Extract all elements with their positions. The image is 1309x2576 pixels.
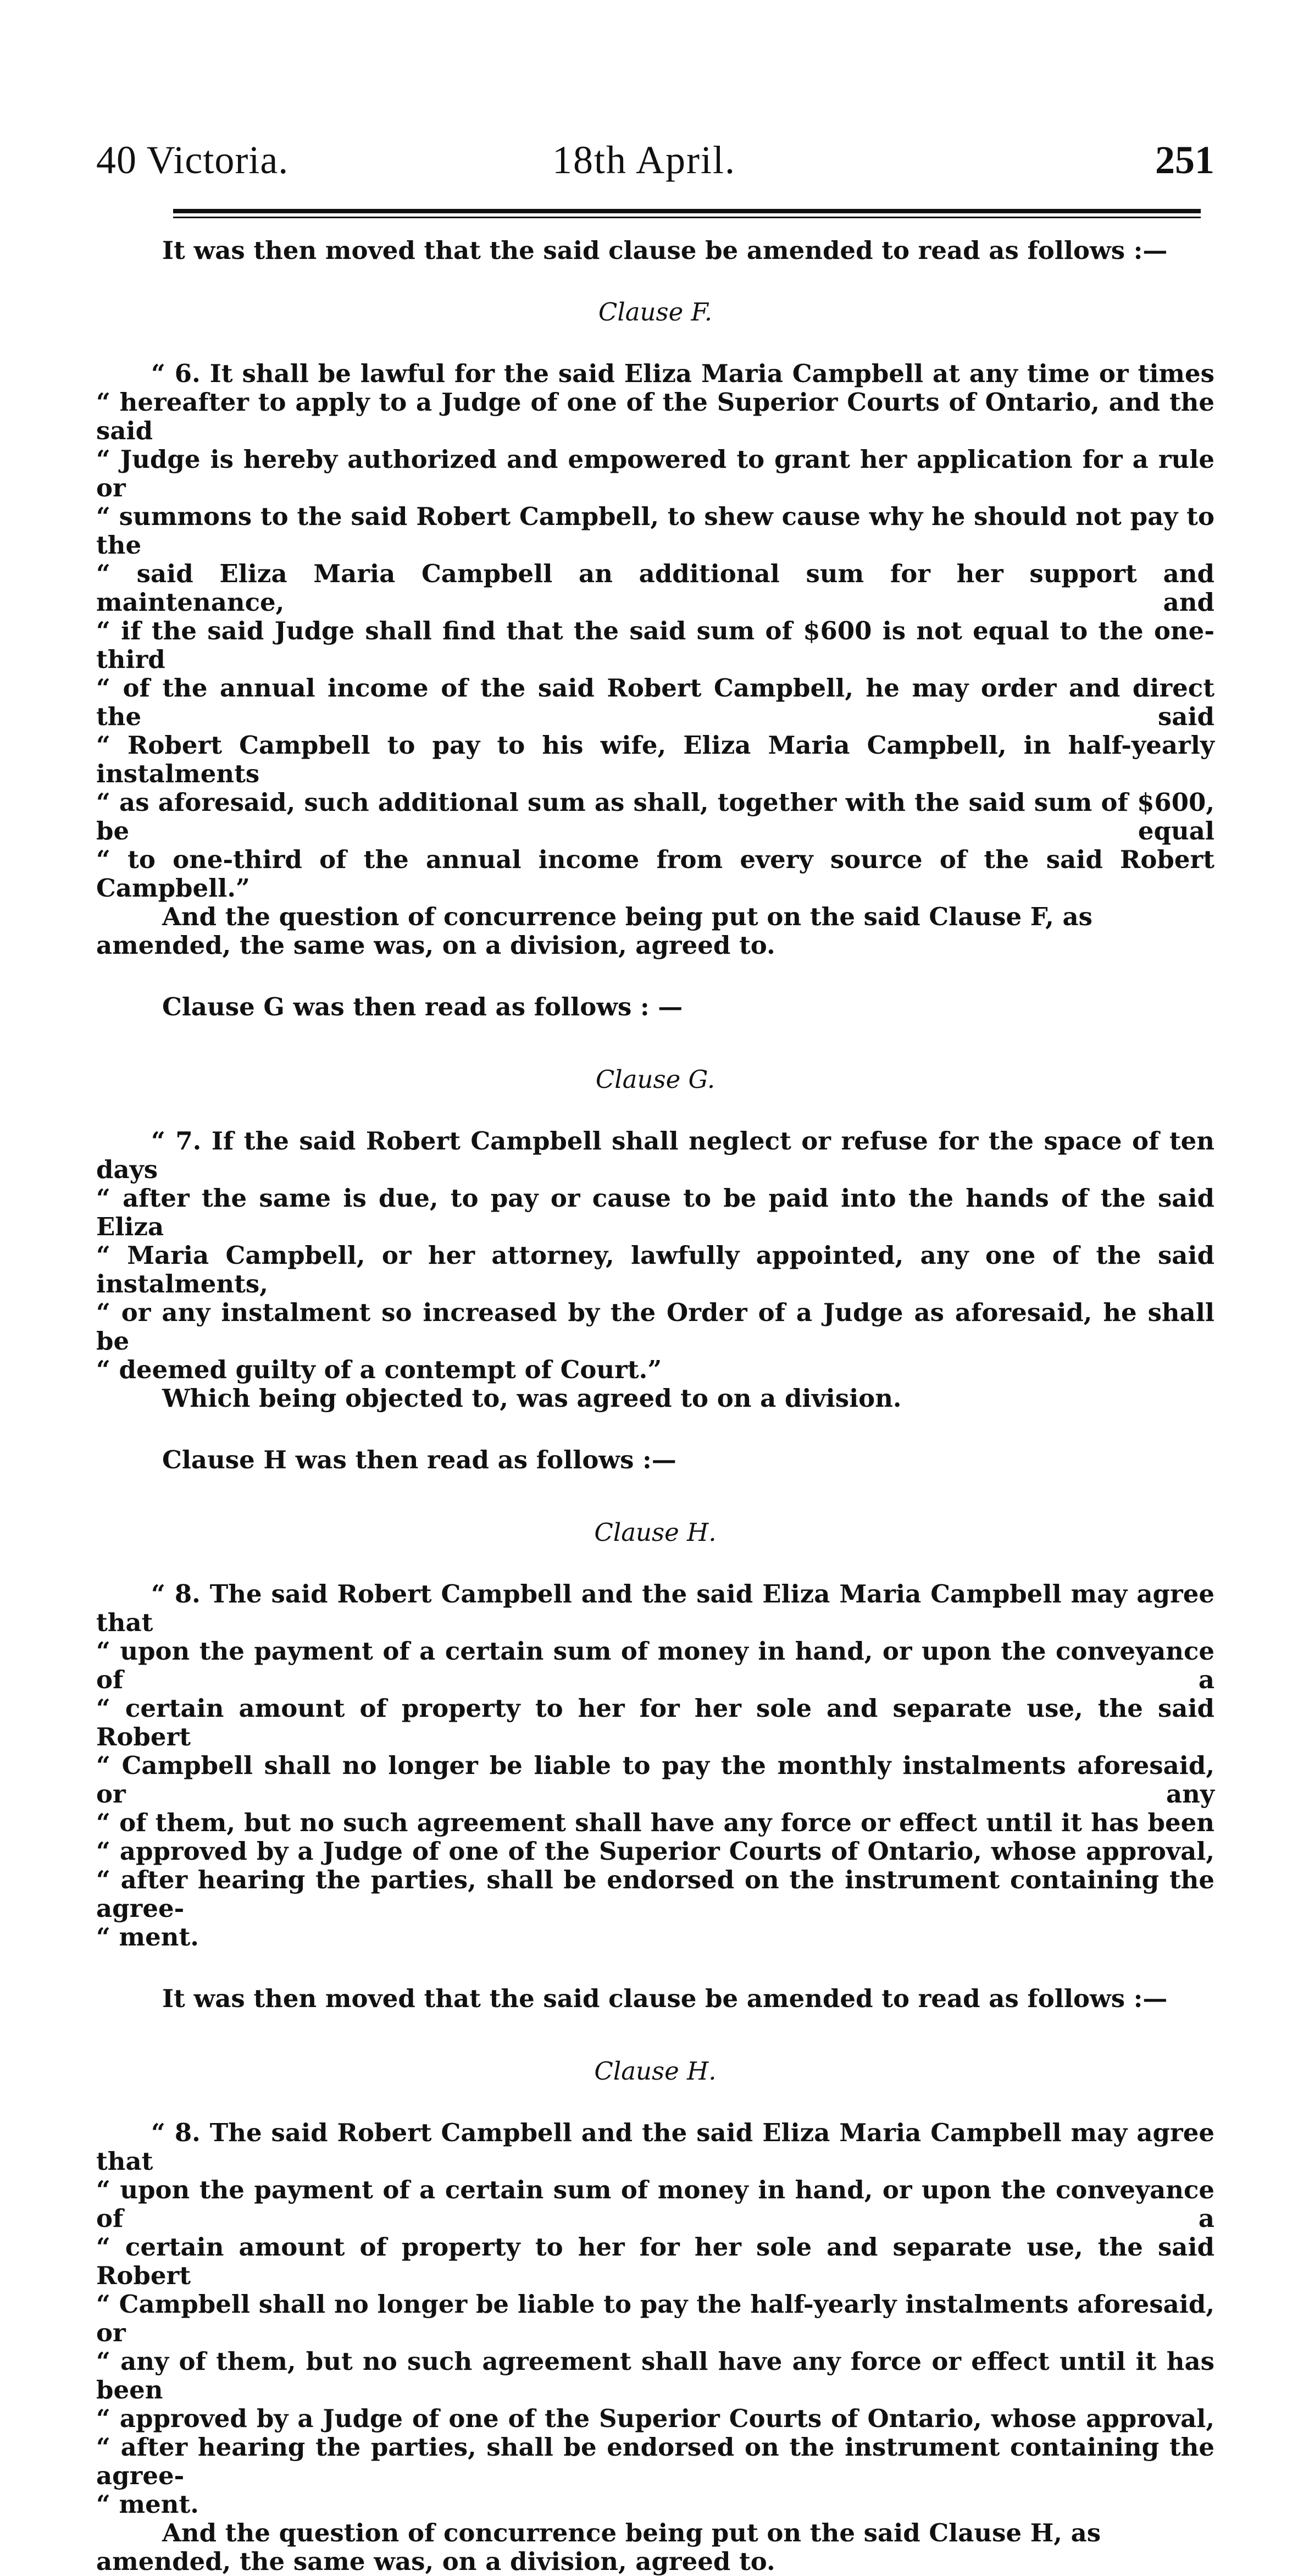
- clause-f-text: [96, 360, 1214, 903]
- clause-h-line: “ certain amount of property to her for her sole and separate use, the said Robert: [96, 1694, 1214, 1751]
- concurrence-clause-h: And the question of concurrence being put on the said Clause H, as amended, the same was, on a division, agreed to.: [96, 2518, 1101, 2576]
- intro-clause-f: It was then moved that the said clause be amended to read as follows :—: [162, 236, 1168, 265]
- clause-h-line: “ ment.: [96, 1922, 199, 1952]
- objection-clause-g: Which being objected to, was agreed to on a division.: [162, 1384, 902, 1413]
- intro-clause-h-amended: It was then moved that the said clause be amended to read as follows :—: [162, 1984, 1168, 2013]
- clause-h-amended-line: “ Campbell shall no longer be liable to pay the half-yearly instalments aforesaid, or: [96, 2290, 1214, 2347]
- header-rule-thin: [173, 217, 1201, 218]
- page-header: [96, 137, 1214, 198]
- clause-h-text: [96, 1580, 1214, 1952]
- clause-f-line: “ as aforesaid, such additional sum as shall, together with the said sum of $600, be equal: [96, 788, 1214, 845]
- clause-f-line: “ hereafter to apply to a Judge of one of the Superior Courts of Ontario, and the said: [96, 388, 1214, 445]
- concurrence-clause-f: And the question of concurrence being put on the said Clause F, as amended, the same was, on a division, agreed to.: [96, 902, 1092, 960]
- clause-h-amended-line: “ upon the payment of a certain sum of money in hand, or upon the conveyance of a: [96, 2175, 1214, 2233]
- intro-clause-g: Clause G was then read as follows : —: [162, 992, 683, 1021]
- clause-h-line: “ of them, but no such agreement shall have any force or effect until it has been: [96, 1808, 1214, 1837]
- clause-f-line: “ Judge is hereby authorized and empowered to grant her application for a rule or: [96, 445, 1214, 502]
- clause-h-amended-line: “ 8. The said Robert Campbell and the said Eliza Maria Campbell may agree that: [96, 2118, 1214, 2176]
- clause-f-line: “ to one-third of the annual income from every source of the said Robert Campbell.”: [96, 845, 1214, 903]
- clause-g-line: “ after the same is due, to pay or cause to be paid into the hands of the said Eliza: [96, 1184, 1214, 1241]
- clause-g-line: “ 7. If the said Robert Campbell shall neglect or refuse for the space of ten days: [96, 1126, 1214, 1184]
- clause-f-line: “ 6. It shall be lawful for the said Eliza Maria Campbell at any time or times: [151, 359, 1214, 388]
- clause-h-line: “ approved by a Judge of one of the Superior Courts of Ontario, whose approval,: [96, 1837, 1214, 1866]
- clause-g-line: “ deemed guilty of a contempt of Court.”: [96, 1355, 662, 1384]
- clause-h-line: “ 8. The said Robert Campbell and the said Eliza Maria Campbell may agree that: [96, 1579, 1214, 1637]
- clause-f-line: “ Robert Campbell to pay to his wife, Eliza Maria Campbell, in half-yearly instalments: [96, 731, 1214, 788]
- clause-h-line: “ after hearing the parties, shall be endorsed on the instrument containing the agree-: [96, 1865, 1214, 1923]
- clause-f-line: “ summons to the said Robert Campbell, to shew cause why he should not pay to the: [96, 502, 1214, 560]
- body-text: [96, 236, 1214, 2576]
- clause-f-line: “ if the said Judge shall find that the said sum of $600 is not equal to the one-third: [96, 616, 1214, 674]
- clause-g-text: [96, 1127, 1214, 1384]
- intro-clause-h: Clause H was then read as follows :—: [162, 1445, 676, 1474]
- clause-h-amended-line: “ after hearing the parties, shall be endorsed on the instrument containing the agree-: [96, 2433, 1214, 2490]
- date-label: 18th April.: [552, 138, 736, 182]
- clause-h-amended-heading: Clause H.: [594, 2057, 717, 2086]
- clause-h-amended-line: “ any of them, but no such agreement shall have any force or effect until it has been: [96, 2347, 1214, 2404]
- clause-h-line: “ Campbell shall no longer be liable to pay the monthly instalments aforesaid, or any: [96, 1751, 1214, 1809]
- clause-h-amended-line: “ approved by a Judge of one of the Superior Courts of Ontario, whose approval,: [96, 2404, 1214, 2433]
- clause-g-heading: Clause G.: [595, 1065, 715, 1094]
- clause-h-amended-line: “ ment.: [96, 2490, 199, 2519]
- page-number: 251: [1155, 138, 1214, 182]
- header-rule-thick: [173, 209, 1201, 213]
- session-label: 40 Victoria.: [96, 138, 289, 182]
- clause-g-line: “ or any instalment so increased by the Order of a Judge as aforesaid, he shall be: [96, 1298, 1214, 1356]
- clause-f-line: “ of the annual income of the said Robert Campbell, he may order and direct the said: [96, 673, 1214, 731]
- clause-h-heading: Clause H.: [594, 1518, 717, 1547]
- clause-g-line: “ Maria Campbell, or her attorney, lawfully appointed, any one of the said instalments,: [96, 1241, 1214, 1298]
- clause-h-amended-text: [96, 2119, 1214, 2519]
- clause-h-line: “ upon the payment of a certain sum of money in hand, or upon the conveyance of a: [96, 1637, 1214, 1694]
- clause-f-heading: Clause F.: [598, 297, 713, 327]
- clause-f-line: “ said Eliza Maria Campbell an additional sum for her support and maintenance, and: [96, 559, 1214, 617]
- clause-h-amended-line: “ certain amount of property to her for her sole and separate use, the said Robert: [96, 2232, 1214, 2290]
